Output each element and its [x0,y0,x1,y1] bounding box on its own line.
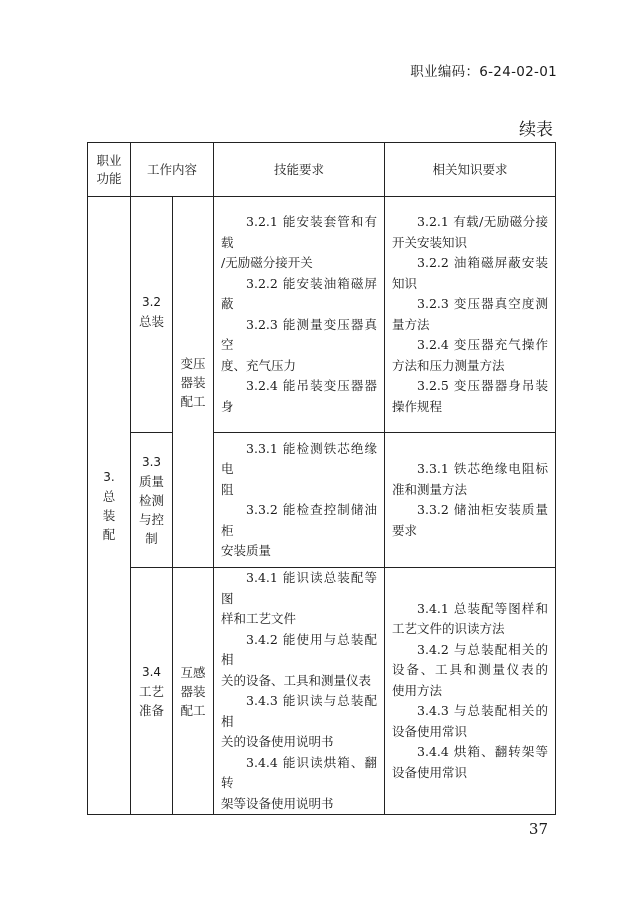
knowledge-item: 3.4.4 烘箱、翻转架等 设备使用常识 [392,744,549,780]
knowledge-item: 3.3.1 铁芯绝缘电阻标 准和测量方法 [392,461,549,497]
skill-item: 3.2.2 能安装油箱磁屏蔽 [221,275,378,311]
table-header-row [88,143,556,197]
knowledge-item: 3.4.2 与总装配相关的 设备、工具和测量仪表的 使用方法 [392,641,549,698]
work-content-cell: 3.2 总装 [131,197,173,433]
skill-item: 3.2.4 能吊装变压器器身 [221,378,378,414]
skill-item: 3.3.1 能检测铁芯绝缘电 阻 [221,440,378,497]
work-content-cell: 3.3 质量 检测 与控 制 [131,433,173,568]
function-cell: 3. 总 装 配 [88,197,131,815]
knowledge-cell [385,568,556,815]
skills-cell [214,568,385,815]
knowledge-cell [385,433,556,568]
knowledge-item: 3.4.3 与总装配相关的 设备使用常识 [392,703,549,739]
skills-table [87,142,556,815]
header-skill-requirements: 技能要求 [214,143,385,197]
table-row [88,568,556,815]
header-work-content: 工作内容 [131,143,214,197]
skill-item: 3.3.2 能检查控制储油柜 安装质量 [221,502,378,558]
skill-item: 3.4.4 能识读烘箱、翻转 架等设备使用说明书 [221,754,378,811]
knowledge-item: 3.2.5 变压器器身吊装 操作规程 [392,378,549,414]
skill-item: 3.2.1 能安装套管和有载 /无励磁分接开关 [221,214,378,270]
table-row [88,433,556,568]
knowledge-item: 3.2.1 有载/无励磁分接 开关安装知识 [392,214,549,250]
knowledge-item: 3.3.2 储油柜安装质量 要求 [392,502,549,538]
skill-item: 3.4.3 能识读与总装配相 关的设备使用说明书 [221,693,378,749]
knowledge-item: 3.2.2 油箱磁屏蔽安装 知识 [392,255,549,291]
page-number: 37 [528,820,548,838]
knowledge-item: 3.4.1 总装配等图样和 工艺文件的识读方法 [392,600,549,637]
continued-label: 续表 [519,120,553,140]
skill-item: 3.4.1 能识读总装配等图 样和工艺文件 [221,570,378,626]
skills-cell [214,433,385,568]
knowledge-item: 3.2.4 变压器充气操作 方法和压力测量方法 [392,337,549,373]
header-knowledge-requirements: 相关知识要求 [385,143,556,197]
work-content-cell: 3.4 工艺 准备 [131,568,173,815]
skills-cell [214,197,385,433]
role-cell: 变压 器装 配工 [173,197,214,568]
knowledge-cell [385,197,556,433]
occupation-code: 职业编码：6-24-02-01 [410,64,557,80]
table-row [88,197,556,433]
header-function: 职业 功能 [88,143,131,197]
role-cell: 互感 器装 配工 [173,568,214,815]
knowledge-item: 3.2.3 变压器真空度测 量方法 [392,296,549,332]
skill-item: 3.4.2 能使用与总装配相 关的设备、工具和测量仪表 [221,631,378,688]
skill-item: 3.2.3 能测量变压器真空 度、充气压力 [221,316,378,373]
